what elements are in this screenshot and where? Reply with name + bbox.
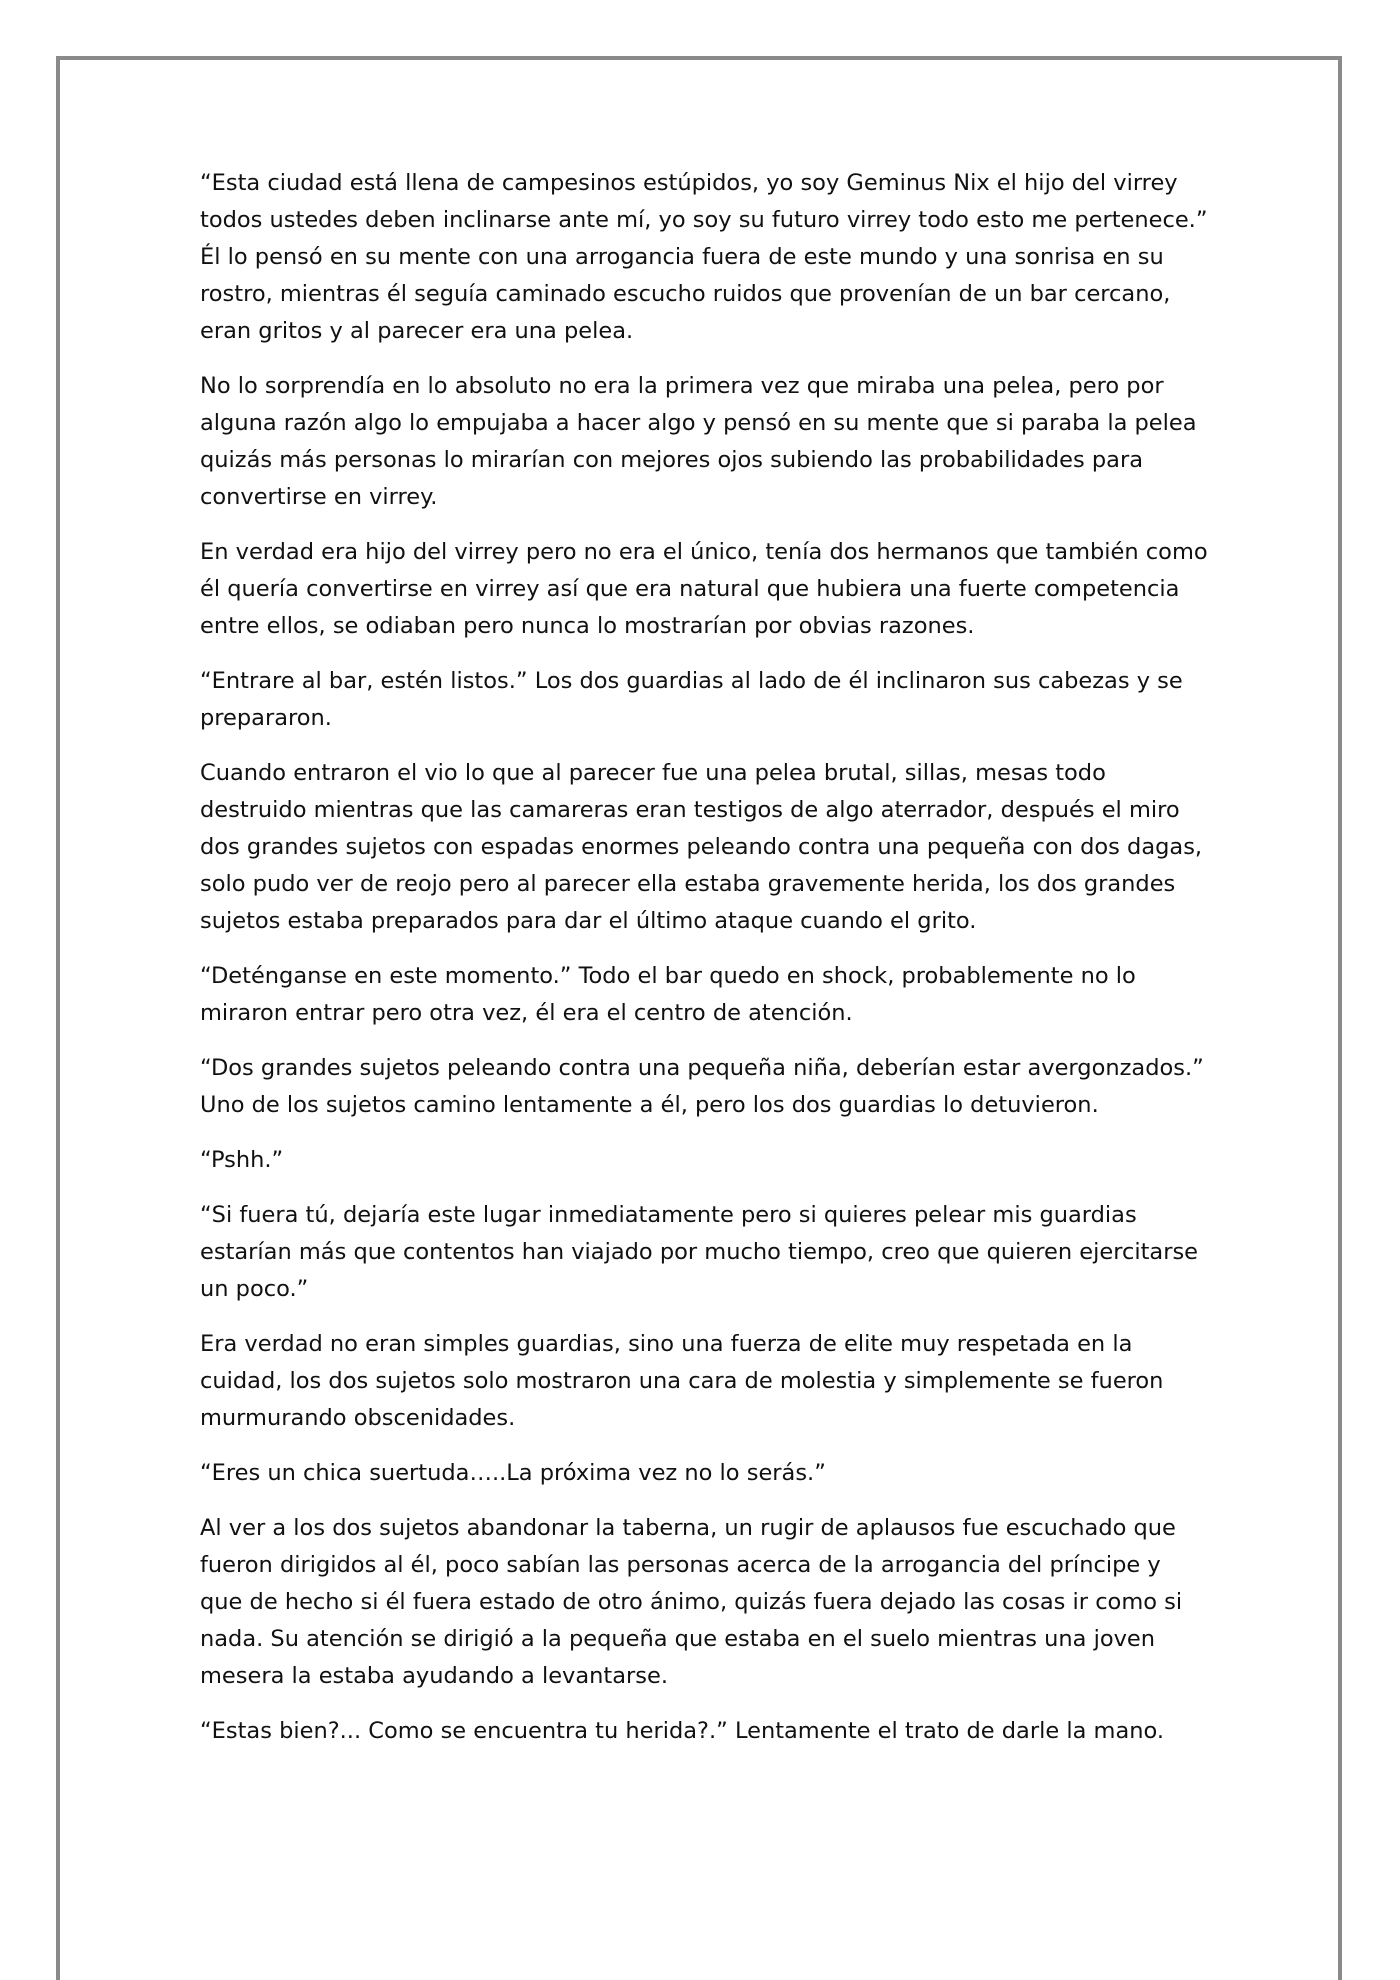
paragraph-11: “Eres un chica suertuda…..La próxima vez no lo serás.” bbox=[200, 1460, 826, 1486]
document-text-body bbox=[200, 165, 1210, 1768]
paragraph-13: “Estas bien?... Como se encuentra tu herida?.” Lentamente el trato de darle la mano. bbox=[200, 1718, 1165, 1744]
paragraph-9: “Si fuera tú, dejaría este lugar inmediatamente pero si quieres pelear mis guardias estarían más que contentos han viajado por mucho tiempo, creo que quieren ejercitarse un poco.” bbox=[200, 1202, 1199, 1302]
paragraph-7: “Dos grandes sujetos peleando contra una pequeña niña, deberían estar avergonzados.” Uno de los sujetos camino lentamente a él, pero los dos guardias lo detuvieron. bbox=[200, 1055, 1204, 1118]
paragraph-12: Al ver a los dos sujetos abandonar la taberna, un rugir de aplausos fue escuchado que fueron dirigidos al él, poco sabían las personas acerca de la arrogancia del príncipe y que de hecho si él fuera estado de otro ánimo, quizás fuera dejado las cosas ir como si nada. Su atención se dirigió a la pequeña que estaba en el suelo mientras una joven mesera la estaba ayudando a levantarse. bbox=[200, 1515, 1183, 1689]
paragraph-1: “Esta ciudad está llena de campesinos estúpidos, yo soy Geminus Nix el hijo del virrey todos ustedes deben inclinarse ante mí, yo soy su futuro virrey todo esto me pertenece.” Él lo pensó en su mente con una arrogancia fuera de este mundo y una sonrisa en su rostro, mientras él seguía caminado escucho ruidos que provenían de un bar cercano, eran gritos y al parecer era una pelea. bbox=[200, 170, 1208, 344]
paragraph-3: En verdad era hijo del virrey pero no era el único, tenía dos hermanos que también como él quería convertirse en virrey así que era natural que hubiera una fuerte competencia entre ellos, se odiaban pero nunca lo mostrarían por obvias razones. bbox=[200, 539, 1208, 639]
paragraph-10: Era verdad no eran simples guardias, sino una fuerza de elite muy respetada en la cuidad, los dos sujetos solo mostraron una cara de molestia y simplemente se fueron murmurando obscenidades. bbox=[200, 1331, 1164, 1431]
document-page bbox=[56, 56, 1342, 1980]
paragraph-5: Cuando entraron el vio lo que al parecer fue una pelea brutal, sillas, mesas todo destruido mientras que las camareras eran testigos de algo aterrador, después el miro dos grandes sujetos con espadas enormes peleando contra una pequeña con dos dagas, solo pudo ver de reojo pero al parecer ella estaba gravemente herida, los dos grandes sujetos estaba preparados para dar el último ataque cuando el grito. bbox=[200, 760, 1203, 934]
paragraph-8: “Pshh.” bbox=[200, 1147, 284, 1173]
paragraph-6: “Deténganse en este momento.” Todo el bar quedo en shock, probablemente no lo miraron entrar pero otra vez, él era el centro de atención. bbox=[200, 963, 1136, 1026]
paragraph-2: No lo sorprendía en lo absoluto no era la primera vez que miraba una pelea, pero por alguna razón algo lo empujaba a hacer algo y pensó en su mente que si paraba la pelea quizás más personas lo mirarían con mejores ojos subiendo las probabilidades para convertirse en virrey. bbox=[200, 373, 1197, 510]
paragraph-4: “Entrare al bar, estén listos.” Los dos guardias al lado de él inclinaron sus cabezas y se prepararon. bbox=[200, 668, 1183, 731]
